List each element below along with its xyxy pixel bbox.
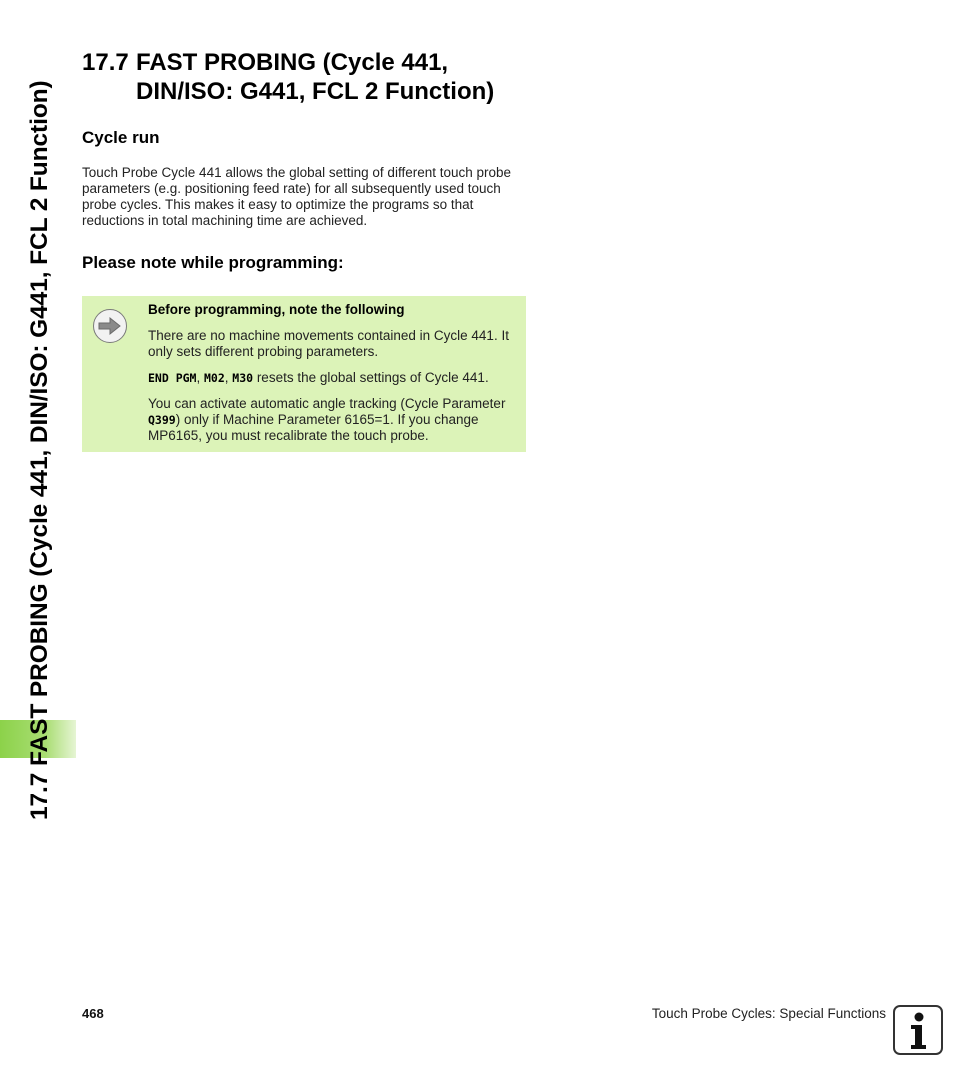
chapter-title-line1: FAST PROBING (Cycle 441, (136, 49, 449, 76)
chapter-title-line2: DIN/ISO: G441, FCL 2 Function) (136, 78, 495, 105)
note-content (148, 302, 520, 454)
note-paragraph-2 (148, 370, 520, 386)
side-running-title: 17.7 FAST PROBING (Cycle 441, DIN/ISO: G441, FCL 2 Function) (26, 80, 53, 820)
note-paragraph-3-start: You can activate automatic angle tracking (Cycle Parameter (148, 396, 506, 411)
note-heading: Before programming, note the following (148, 302, 405, 317)
note-paragraph-2-text: resets the global settings of Cycle 441. (253, 370, 489, 385)
note-paragraph-1: There are no machine movements contained in Cycle 441. It only sets different probing parameters. (148, 328, 509, 359)
section-heading-cycle-run: Cycle run (82, 128, 160, 147)
code-q399: Q399 (148, 413, 176, 427)
code-m30: M30 (232, 371, 254, 385)
page-number: 468 (82, 1006, 104, 1021)
note-paragraph-3-end: ) only if Machine Parameter 6165=1. If you change MP6165, you must recalibrate the touch probe. (148, 412, 479, 443)
code-m02: M02 (203, 371, 225, 385)
chapter-number: 17.7 (82, 49, 129, 76)
separator: , (196, 370, 204, 385)
section-heading-programming-notes: Please note while programming: (82, 253, 344, 272)
arrow-right-icon (93, 309, 127, 343)
code-end-pgm: END PGM (148, 371, 197, 385)
note-paragraph-3 (148, 396, 520, 444)
footer-chapter-title: Touch Probe Cycles: Special Functions (651, 1006, 886, 1021)
separator: , (224, 370, 233, 385)
chapter-title (136, 48, 656, 106)
info-icon (893, 1005, 943, 1055)
section-body-cycle-run: Touch Probe Cycle 441 allows the global setting of different touch probe parameters (e.g. positioning feed rate) for all subsequently used touch probe cycles. This makes it easy to optimize the programs so that reductions in total machining time are achieved. (82, 165, 512, 228)
note-box (82, 296, 526, 452)
